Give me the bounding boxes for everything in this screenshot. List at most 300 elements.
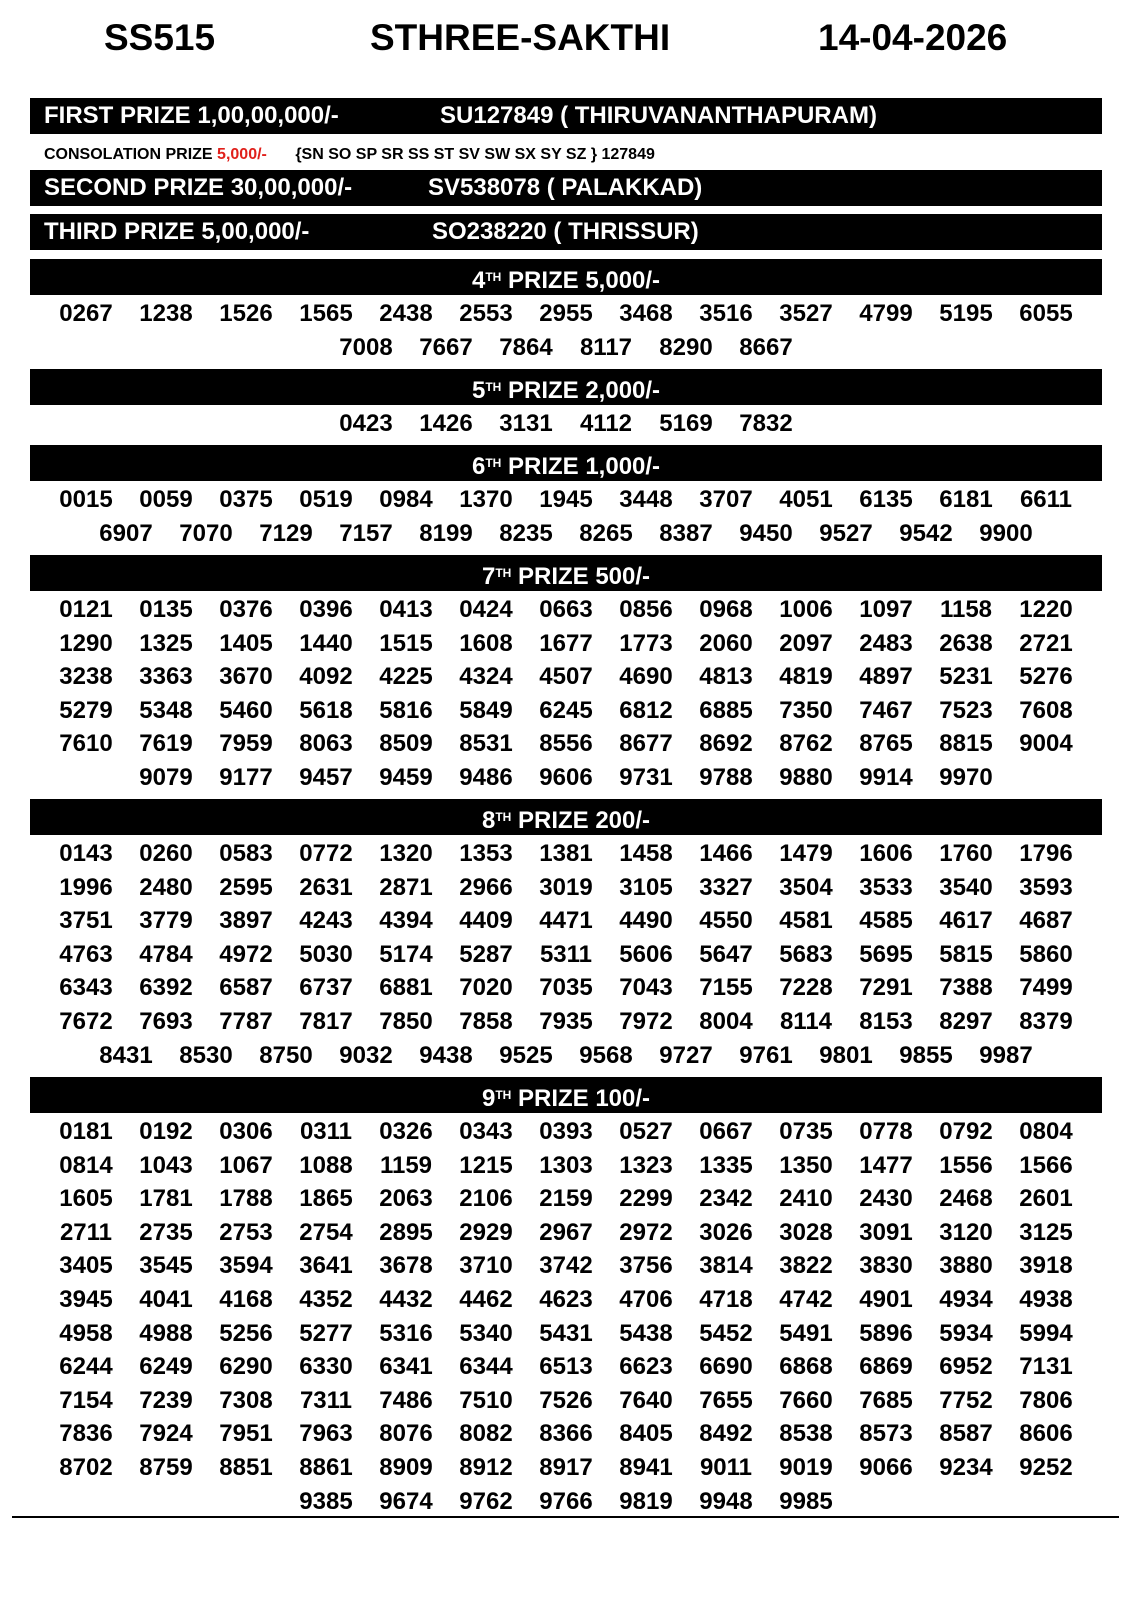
ticket-number: 1325: [139, 629, 193, 657]
ticket-number: 1479: [779, 840, 833, 867]
ticket-number: 3468: [619, 300, 673, 327]
prize-ordinal-suffix: TH: [495, 566, 512, 580]
ticket-number: 3516: [699, 300, 753, 327]
ticket-number: 6330: [299, 1353, 353, 1381]
prize-ordinal-suffix: TH: [485, 270, 502, 284]
ticket-number: 4617: [939, 907, 993, 935]
ticket-number: 1608: [459, 629, 513, 657]
ticket-number: 9761: [739, 1041, 793, 1069]
prize-label: PRIZE 5,000/-: [507, 267, 661, 294]
prize-ordinal: 6: [471, 453, 486, 480]
third-prize-winner: SO238220 ( THRISSUR): [432, 218, 699, 245]
ticket-number: 9914: [859, 763, 913, 791]
ticket-number: 4550: [699, 907, 753, 935]
ticket-number: 8379: [1019, 1007, 1073, 1035]
ticket-number: 8917: [539, 1453, 593, 1481]
ticket-number: 7155: [699, 974, 753, 1002]
ticket-number: 4051: [779, 486, 833, 513]
ticket-number: 5279: [59, 696, 113, 724]
ticket-number: 1426: [419, 410, 473, 437]
ticket-number: 8509: [379, 730, 433, 758]
ticket-number: 1773: [619, 629, 673, 657]
ticket-number: 4784: [139, 940, 193, 968]
ticket-number: 4168: [219, 1285, 273, 1313]
ticket-number: 6868: [779, 1353, 833, 1381]
prize-8-numbers: [46, 837, 1086, 1072]
ticket-number: 2410: [779, 1185, 833, 1213]
ticket-number: 9527: [819, 519, 873, 547]
ticket-number: 7935: [539, 1007, 593, 1035]
ticket-number: 3125: [1019, 1218, 1073, 1246]
ticket-number: 0121: [59, 596, 113, 623]
ticket-number: 0192: [139, 1118, 193, 1145]
ticket-number: 5618: [299, 696, 353, 724]
prize-4-header: [30, 259, 1102, 295]
ticket-number: 2097: [779, 629, 833, 657]
ticket-number: 2721: [1019, 629, 1073, 657]
ticket-number: 6245: [539, 696, 593, 724]
ticket-number: 9177: [219, 763, 273, 791]
ticket-number: 1220: [1019, 596, 1073, 623]
ticket-number: 7610: [59, 730, 113, 758]
ticket-number: 3751: [59, 907, 113, 935]
ticket-number: 0135: [139, 596, 193, 623]
ticket-number: 8815: [939, 730, 993, 758]
ticket-number: 8290: [659, 333, 713, 361]
prize-ordinal-suffix: TH: [485, 380, 502, 394]
first-prize-label: FIRST PRIZE 1,00,00,000/-: [44, 102, 339, 129]
ticket-number: 9801: [819, 1041, 873, 1069]
ticket-number: 9948: [699, 1487, 753, 1515]
ticket-number: 5438: [619, 1319, 673, 1347]
ticket-number: 1097: [859, 596, 913, 623]
ticket-number: 0856: [619, 596, 673, 623]
ticket-number: 2106: [459, 1185, 513, 1213]
prize-ordinal-suffix: TH: [495, 810, 512, 824]
ticket-number: 9252: [1019, 1453, 1073, 1481]
prize-label: PRIZE 100/-: [517, 1085, 651, 1112]
ticket-number: 4988: [139, 1319, 193, 1347]
ticket-number: 3540: [939, 873, 993, 901]
ticket-number: 6249: [139, 1353, 193, 1381]
ticket-number: 5934: [939, 1319, 993, 1347]
ticket-number: 5491: [779, 1319, 833, 1347]
ticket-number: 0968: [699, 596, 753, 623]
ticket-number: 5277: [299, 1319, 353, 1347]
ticket-number: 6244: [59, 1353, 113, 1381]
ticket-number: 0396: [299, 596, 353, 623]
ticket-number: 4394: [379, 907, 433, 935]
ticket-number: 5683: [779, 940, 833, 968]
ticket-number: 0519: [299, 486, 353, 513]
ticket-number: 8366: [539, 1420, 593, 1448]
ticket-number: 1566: [1019, 1151, 1073, 1179]
ticket-number: 4490: [619, 907, 673, 935]
ticket-number: 8153: [859, 1007, 913, 1035]
ticket-number: 2438: [379, 300, 433, 327]
ticket-number: 4225: [379, 663, 433, 691]
ticket-number: 7924: [139, 1420, 193, 1448]
ticket-number: 9727: [659, 1041, 713, 1069]
ticket-number: 1865: [299, 1185, 353, 1213]
ticket-number: 3594: [219, 1252, 273, 1280]
ticket-number: 2972: [619, 1218, 673, 1246]
ticket-number: 4934: [939, 1285, 993, 1313]
ticket-number: 7228: [779, 974, 833, 1002]
draw-code: SS515: [104, 17, 216, 58]
ticket-number: 8297: [939, 1007, 993, 1035]
ticket-number: 2966: [459, 873, 513, 901]
ticket-number: 1477: [859, 1151, 913, 1179]
bottom-divider: [12, 1516, 1119, 1518]
ticket-number: 9457: [299, 763, 353, 791]
ticket-number: 7499: [1019, 974, 1073, 1002]
ticket-number: 4718: [699, 1285, 753, 1313]
prize-8-header: [30, 799, 1102, 835]
ticket-number: 0804: [1019, 1118, 1073, 1145]
ticket-number: 2553: [459, 300, 513, 327]
ticket-number: 4623: [539, 1285, 593, 1313]
ticket-number: 6881: [379, 974, 433, 1002]
ticket-number: 0267: [59, 300, 113, 327]
ticket-number: 4706: [619, 1285, 673, 1313]
ticket-number: 0667: [699, 1118, 753, 1145]
ticket-number: 4972: [219, 940, 273, 968]
ticket-number: 7817: [299, 1007, 353, 1035]
ticket-number: 7510: [459, 1386, 513, 1414]
first-prize-bar: [30, 98, 1102, 134]
ticket-number: 7239: [139, 1386, 193, 1414]
ticket-number: 5287: [459, 940, 513, 968]
ticket-number: 1526: [219, 300, 273, 327]
ticket-number: 5860: [1019, 940, 1073, 968]
ticket-number: 7388: [939, 974, 993, 1002]
ticket-number: 4585: [859, 907, 913, 935]
ticket-number: 1043: [139, 1151, 193, 1179]
ticket-number: 5311: [539, 940, 593, 968]
prize-6-numbers: [46, 483, 1086, 550]
ticket-number: 0792: [939, 1118, 993, 1145]
ticket-number: 8759: [139, 1453, 193, 1481]
ticket-number: 9486: [459, 763, 513, 791]
second-prize-label: SECOND PRIZE 30,00,000/-: [44, 174, 353, 201]
ticket-number: 6869: [859, 1353, 913, 1381]
ticket-number: 8117: [579, 333, 633, 361]
ticket-number: 1796: [1019, 840, 1073, 867]
ticket-number: 7291: [859, 974, 913, 1002]
ticket-number: 9900: [979, 519, 1033, 547]
prize-ordinal: 5: [471, 377, 486, 404]
ticket-number: 8762: [779, 730, 833, 758]
ticket-number: 7655: [699, 1386, 753, 1414]
ticket-number: 7685: [859, 1386, 913, 1414]
ticket-number: 3327: [699, 873, 753, 901]
ticket-number: 7963: [299, 1420, 353, 1448]
ticket-number: 7526: [539, 1386, 593, 1414]
ticket-number: 9568: [579, 1041, 633, 1069]
ticket-number: 1290: [59, 629, 113, 657]
ticket-number: 3504: [779, 873, 833, 901]
ticket-number: 7020: [459, 974, 513, 1002]
ticket-number: 1303: [539, 1151, 593, 1179]
ticket-number: 6690: [699, 1353, 753, 1381]
ticket-number: 3830: [859, 1252, 913, 1280]
ticket-number: 1440: [299, 629, 353, 657]
ticket-number: 1677: [539, 629, 593, 657]
ticket-number: 3120: [939, 1218, 993, 1246]
ticket-number: 5606: [619, 940, 673, 968]
third-prize-bar: [30, 214, 1102, 250]
ticket-number: 2955: [539, 300, 593, 327]
ticket-number: 7640: [619, 1386, 673, 1414]
lottery-name: STHREE-SAKTHI: [370, 17, 671, 58]
ticket-number: 9234: [939, 1453, 993, 1481]
ticket-number: 1606: [859, 840, 913, 867]
ticket-number: 3707: [699, 486, 753, 513]
ticket-number: 7311: [299, 1386, 353, 1414]
ticket-number: 0143: [59, 840, 113, 867]
ticket-number: 1556: [939, 1151, 993, 1179]
prize-5-header: [30, 369, 1102, 405]
ticket-number: 5231: [939, 663, 993, 691]
ticket-number: 4432: [379, 1285, 433, 1313]
ticket-number: 8941: [619, 1453, 673, 1481]
ticket-number: 8492: [699, 1420, 753, 1448]
prize-ordinal: 9: [481, 1085, 496, 1112]
consolation-prize: [44, 140, 655, 170]
ticket-number: 6587: [219, 974, 273, 1002]
ticket-number: 4352: [299, 1285, 353, 1313]
ticket-number: 3363: [139, 663, 193, 691]
ticket-number: 6341: [379, 1353, 433, 1381]
ticket-number: 5276: [1019, 663, 1073, 691]
ticket-number: 9385: [299, 1487, 353, 1515]
ticket-number: 1381: [539, 840, 593, 867]
ticket-number: 8531: [459, 730, 513, 758]
ticket-number: 3091: [859, 1218, 913, 1246]
ticket-number: 6392: [139, 974, 193, 1002]
ticket-number: 0311: [299, 1118, 353, 1145]
ticket-number: 6737: [299, 974, 353, 1002]
ticket-number: 6290: [219, 1353, 273, 1381]
ticket-number: 5849: [459, 696, 513, 724]
ticket-number: 9855: [899, 1041, 953, 1069]
ticket-number: 7836: [59, 1420, 113, 1448]
ticket-number: 2631: [299, 873, 353, 901]
ticket-number: 0663: [539, 596, 593, 623]
ticket-number: 9606: [539, 763, 593, 791]
ticket-number: 2299: [619, 1185, 673, 1213]
ticket-number: 1350: [779, 1151, 833, 1179]
ticket-number: 4581: [779, 907, 833, 935]
ticket-number: 3527: [779, 300, 833, 327]
ticket-number: 8235: [499, 519, 553, 547]
ticket-number: 1238: [139, 300, 193, 327]
prize-ordinal: 8: [481, 807, 496, 834]
ticket-number: 0984: [379, 486, 433, 513]
ticket-number: 7467: [859, 696, 913, 724]
ticket-number: 7154: [59, 1386, 113, 1414]
ticket-number: 3742: [539, 1252, 593, 1280]
ticket-number: 7667: [419, 333, 473, 361]
ticket-number: 2060: [699, 629, 753, 657]
ticket-number: 3814: [699, 1252, 753, 1280]
ticket-number: 8573: [859, 1420, 913, 1448]
ticket-number: 5340: [459, 1319, 513, 1347]
ticket-number: 2601: [1019, 1185, 1073, 1213]
ticket-number: 3918: [1019, 1252, 1073, 1280]
ticket-number: 3028: [779, 1218, 833, 1246]
ticket-number: 9731: [619, 763, 673, 791]
ticket-number: 5195: [939, 300, 993, 327]
ticket-number: 7972: [619, 1007, 673, 1035]
ticket-number: 9019: [779, 1453, 833, 1481]
ticket-number: 6952: [939, 1353, 993, 1381]
ticket-number: 1458: [619, 840, 673, 867]
second-prize-bar: [30, 170, 1102, 206]
ticket-number: 0015: [59, 486, 113, 513]
ticket-number: 7486: [379, 1386, 433, 1414]
ticket-number: 3533: [859, 873, 913, 901]
ticket-number: 8004: [699, 1007, 753, 1035]
ticket-number: 3756: [619, 1252, 673, 1280]
prize-ordinal: 4: [471, 267, 486, 294]
ticket-number: 7608: [1019, 696, 1073, 724]
consolation-label: CONSOLATION PRIZE: [44, 146, 213, 163]
prize-label: PRIZE 200/-: [517, 807, 651, 834]
ticket-number: 2929: [459, 1218, 513, 1246]
ticket-number: 0772: [299, 840, 353, 867]
ticket-number: 3779: [139, 907, 193, 935]
ticket-number: 7951: [219, 1420, 273, 1448]
ticket-number: 2735: [139, 1218, 193, 1246]
prize-5-numbers: [46, 407, 1086, 441]
prize-label: PRIZE 1,000/-: [507, 453, 661, 480]
ticket-number: 4324: [459, 663, 513, 691]
ticket-number: 0424: [459, 596, 513, 623]
ticket-number: 1067: [219, 1151, 273, 1179]
prize-ordinal: 7: [481, 563, 496, 590]
ticket-number: 3641: [299, 1252, 353, 1280]
ticket-number: 1945: [539, 486, 593, 513]
ticket-number: 4687: [1019, 907, 1073, 935]
ticket-number: 3897: [219, 907, 273, 935]
consolation-series: {SN SO SP SR SS ST SV SW SX SY SZ } 127849: [295, 146, 655, 163]
draw-date: 14-04-2026: [818, 17, 1008, 58]
ticket-number: 8114: [779, 1007, 833, 1035]
ticket-number: 8538: [779, 1420, 833, 1448]
ticket-number: 2063: [379, 1185, 433, 1213]
ticket-number: 2711: [59, 1218, 113, 1246]
ticket-number: 8861: [299, 1453, 353, 1481]
ticket-number: 8677: [619, 730, 673, 758]
ticket-number: 0423: [339, 410, 393, 437]
ticket-number: 0393: [539, 1118, 593, 1145]
ticket-number: 3448: [619, 486, 673, 513]
ticket-number: 4112: [579, 410, 633, 437]
ticket-number: 2871: [379, 873, 433, 901]
ticket-number: 8702: [59, 1453, 113, 1481]
ticket-number: 7660: [779, 1386, 833, 1414]
ticket-number: 4092: [299, 663, 353, 691]
prize-7-numbers: [46, 593, 1086, 795]
ticket-number: 7131: [1019, 1353, 1073, 1381]
ticket-number: 2895: [379, 1218, 433, 1246]
ticket-number: 9542: [899, 519, 953, 547]
ticket-number: 4901: [859, 1285, 913, 1313]
ticket-number: 4243: [299, 907, 353, 935]
ticket-number: 7523: [939, 696, 993, 724]
ticket-number: 3238: [59, 663, 113, 691]
ticket-number: 7035: [539, 974, 593, 1002]
ticket-number: 7619: [139, 730, 193, 758]
ticket-number: 9788: [699, 763, 753, 791]
ticket-number: 2483: [859, 629, 913, 657]
ticket-number: 5816: [379, 696, 433, 724]
ticket-number: 6907: [99, 519, 153, 547]
ticket-number: 8082: [459, 1420, 513, 1448]
ticket-number: 4799: [859, 300, 913, 327]
ticket-number: 3105: [619, 873, 673, 901]
ticket-number: 2595: [219, 873, 273, 901]
prize-ordinal-suffix: TH: [495, 1088, 512, 1102]
ticket-number: 5169: [659, 410, 713, 437]
ticket-number: 8076: [379, 1420, 433, 1448]
ticket-number: 2638: [939, 629, 993, 657]
ticket-number: 5460: [219, 696, 273, 724]
ticket-number: 6885: [699, 696, 753, 724]
ticket-number: 3405: [59, 1252, 113, 1280]
ticket-number: 7070: [179, 519, 233, 547]
ticket-number: 5815: [939, 940, 993, 968]
ticket-number: 4690: [619, 663, 673, 691]
ticket-number: 1466: [699, 840, 753, 867]
ticket-number: 3593: [1019, 873, 1073, 901]
ticket-number: 5174: [379, 940, 433, 968]
prize-9-header: [30, 1077, 1102, 1113]
ticket-number: 1405: [219, 629, 273, 657]
ticket-number: 0376: [219, 596, 273, 623]
ticket-number: 0527: [619, 1118, 673, 1145]
ticket-number: 0260: [139, 840, 193, 867]
ticket-number: 7752: [939, 1386, 993, 1414]
ticket-number: 7693: [139, 1007, 193, 1035]
ticket-number: 1158: [939, 596, 993, 623]
ticket-number: 4897: [859, 663, 913, 691]
ticket-number: 4813: [699, 663, 753, 691]
ticket-number: 3670: [219, 663, 273, 691]
ticket-number: 1006: [779, 596, 833, 623]
ticket-number: 0735: [779, 1118, 833, 1145]
ticket-number: 0814: [59, 1151, 113, 1179]
ticket-number: 0778: [859, 1118, 913, 1145]
ticket-number: 9011: [699, 1453, 753, 1481]
ticket-number: 5256: [219, 1319, 273, 1347]
ticket-number: 9004: [1019, 730, 1073, 758]
ticket-number: 0326: [379, 1118, 433, 1145]
ticket-number: 7832: [739, 410, 793, 437]
ticket-number: 9766: [539, 1487, 593, 1515]
ticket-number: 5348: [139, 696, 193, 724]
ticket-number: 2342: [699, 1185, 753, 1213]
ticket-number: 3678: [379, 1252, 433, 1280]
ticket-number: 7959: [219, 730, 273, 758]
ticket-number: 6513: [539, 1353, 593, 1381]
ticket-number: 9079: [139, 763, 193, 791]
ticket-number: 7129: [259, 519, 313, 547]
ticket-number: 0181: [59, 1118, 113, 1145]
ticket-number: 3945: [59, 1285, 113, 1313]
